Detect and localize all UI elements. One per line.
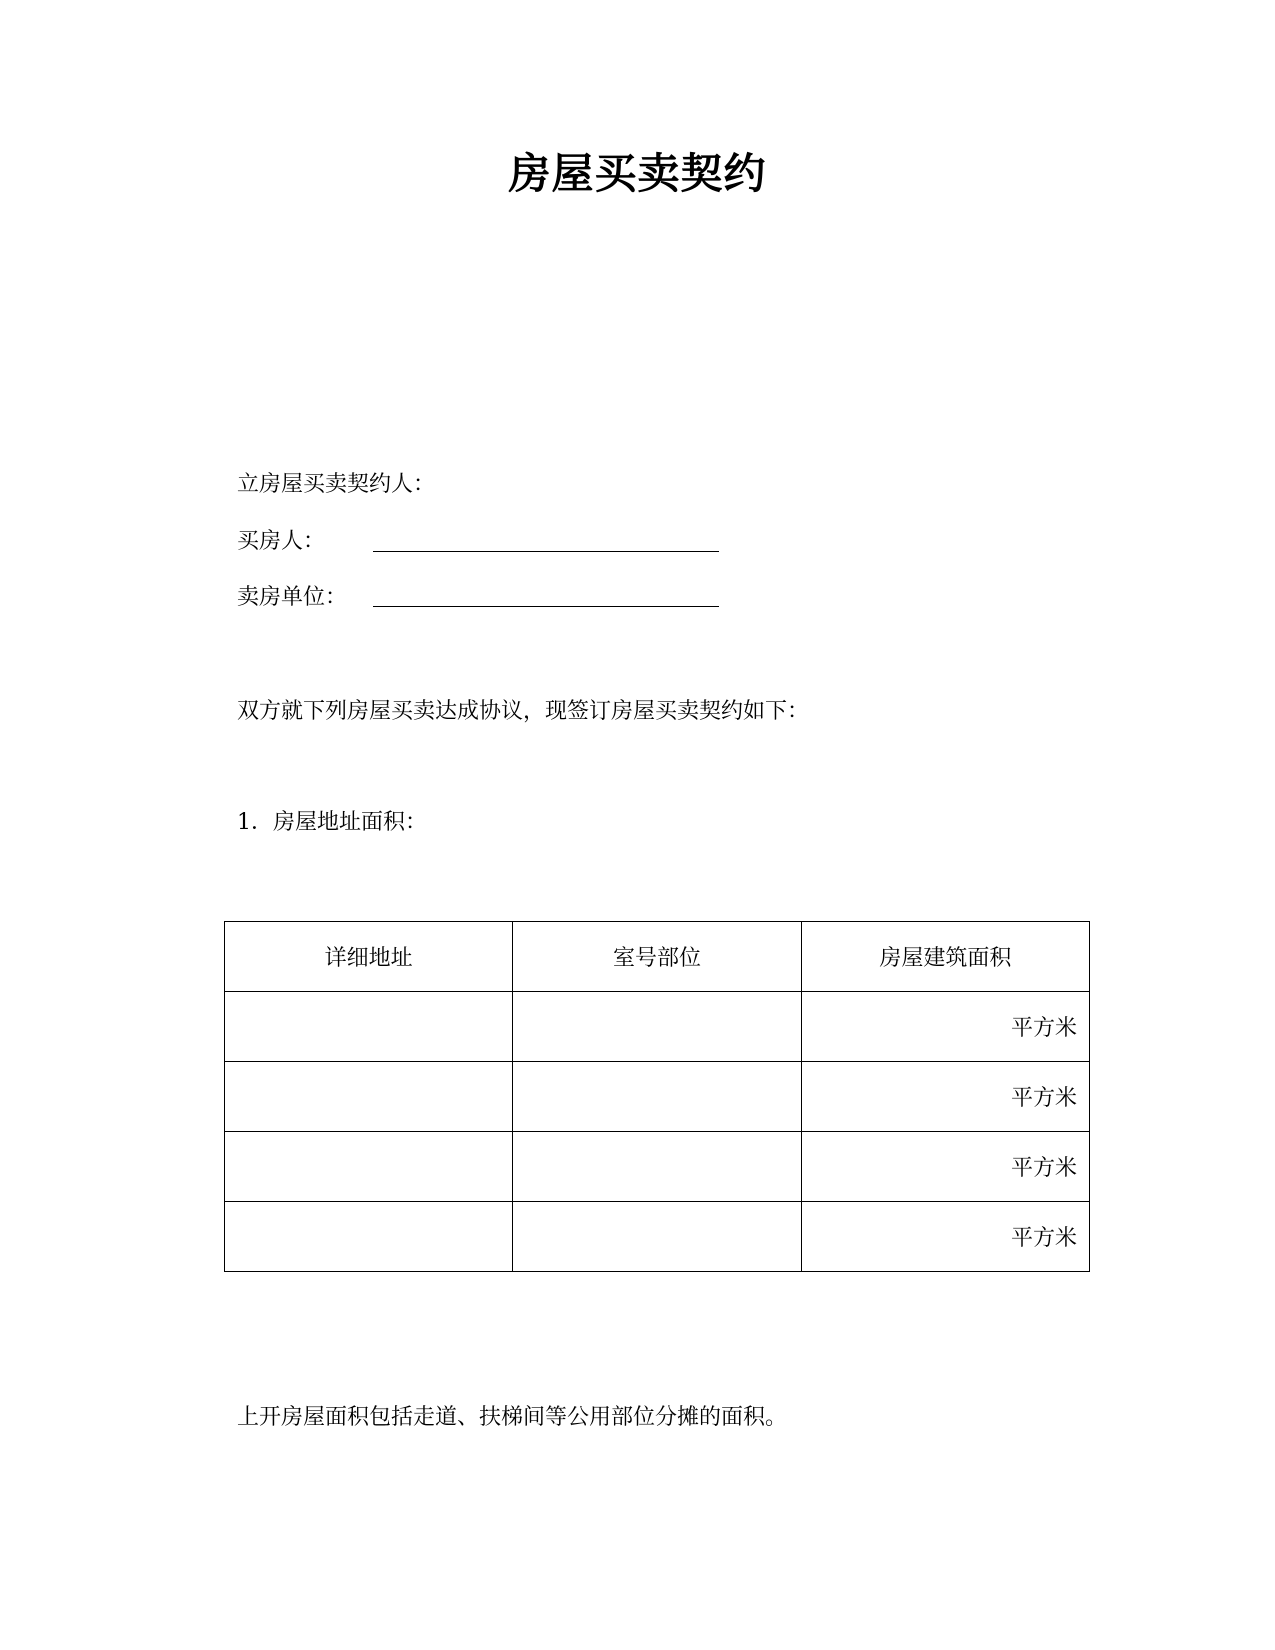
- header-address: 详细地址: [225, 922, 513, 992]
- seller-blank-line[interactable]: [373, 584, 719, 607]
- cell-area-unit[interactable]: 平方米: [801, 1062, 1089, 1132]
- cell-address[interactable]: [225, 1132, 513, 1202]
- seller-label: 卖房单位：: [237, 585, 348, 610]
- area-note: 上开房屋面积包括走道、扶梯间等公用部位分摊的面积。: [237, 1405, 788, 1430]
- buyer-blank-line[interactable]: [373, 529, 719, 552]
- cell-area-unit[interactable]: 平方米: [801, 1202, 1089, 1272]
- header-room-number: 室号部位: [513, 922, 801, 992]
- page-title: 房屋买卖契约: [508, 149, 767, 198]
- table-row: [225, 1062, 1090, 1132]
- table-header-row: [225, 922, 1090, 992]
- header-building-area: 房屋建筑面积: [801, 922, 1089, 992]
- cell-area-unit[interactable]: 平方米: [801, 992, 1089, 1062]
- cell-room-number[interactable]: [513, 992, 801, 1062]
- cell-room-number[interactable]: [513, 1202, 801, 1272]
- agreement-text: 双方就下列房屋买卖达成协议，现签订房屋买卖契约如下：: [237, 699, 810, 724]
- section-1-heading: 1．房屋地址面积：: [237, 810, 427, 835]
- cell-address[interactable]: [225, 1062, 513, 1132]
- table-row: [225, 1202, 1090, 1272]
- cell-room-number[interactable]: [513, 1132, 801, 1202]
- house-area-table: [224, 921, 1090, 1272]
- cell-room-number[interactable]: [513, 1062, 801, 1132]
- cell-address[interactable]: [225, 1202, 513, 1272]
- table-row: [225, 992, 1090, 1062]
- table-row: [225, 1132, 1090, 1202]
- parties-heading: 立房屋买卖契约人：: [237, 472, 436, 497]
- buyer-label: 买房人：: [237, 529, 326, 554]
- cell-area-unit[interactable]: 平方米: [801, 1132, 1089, 1202]
- cell-address[interactable]: [225, 992, 513, 1062]
